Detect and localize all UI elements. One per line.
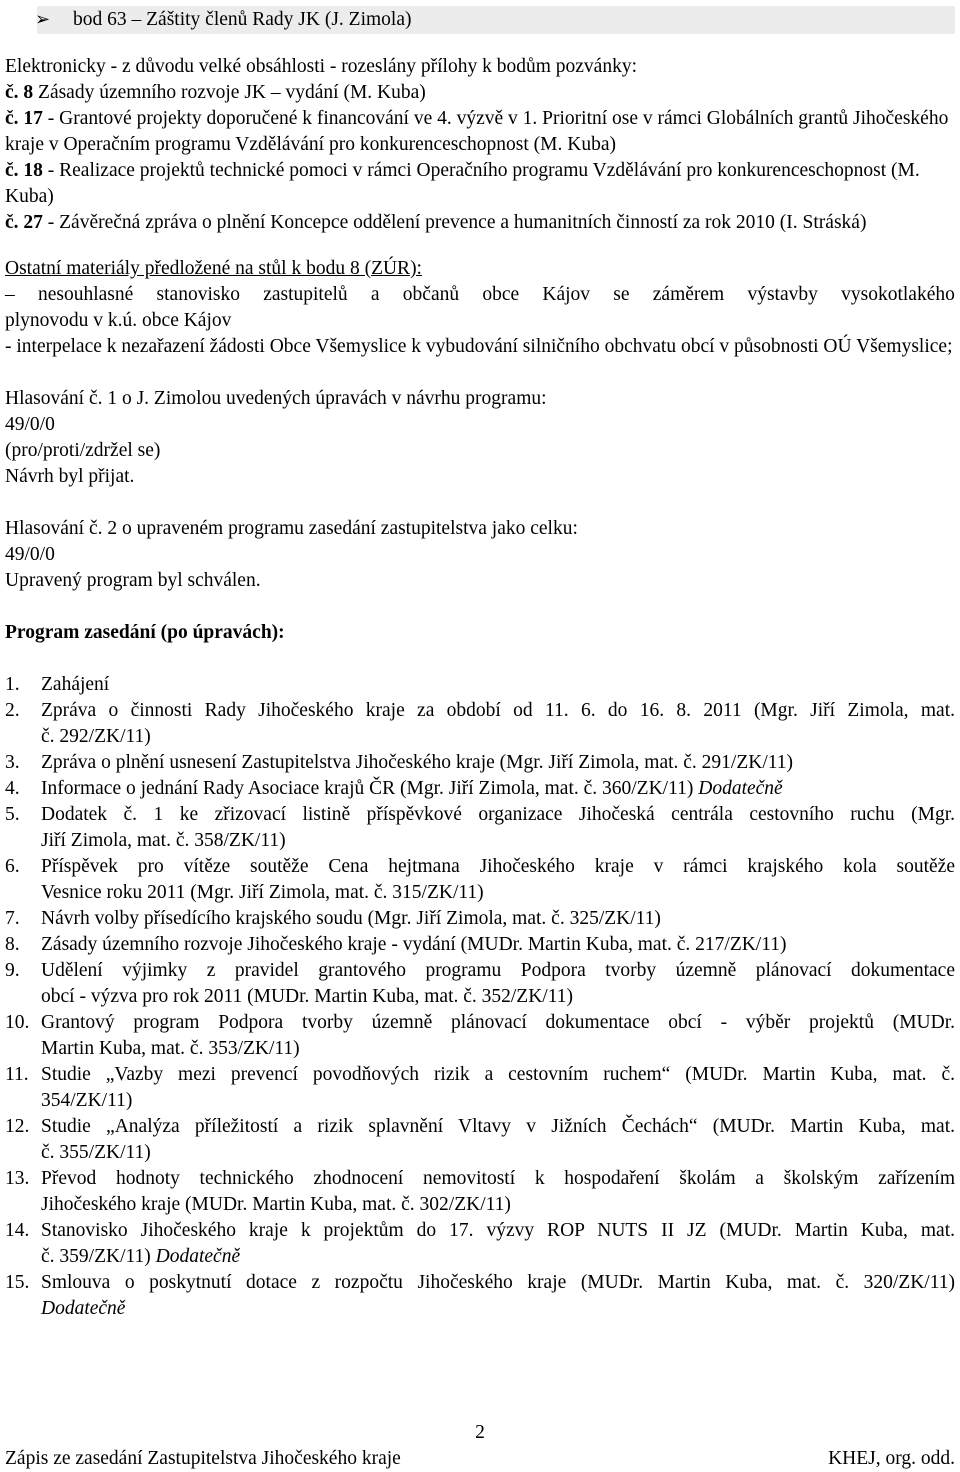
program-item-number: 8. [5, 934, 20, 955]
word: Kájov [542, 284, 591, 305]
program-item-line [41, 776, 955, 802]
program-item-text: Martin Kuba, mat. č. 353/ZK/11) [41, 1038, 300, 1059]
program-item-number: 15. [5, 1272, 30, 1293]
program-item-line [41, 1192, 955, 1218]
program-item-line [41, 1010, 955, 1036]
program-item-text: Zahájení [41, 674, 110, 695]
program-item [5, 750, 955, 776]
document-page [5, 6, 955, 1322]
word: občanů [402, 284, 460, 305]
program-item [5, 802, 955, 854]
program-item-text: Smlouva o poskytnutí dotace z rozpočtu Jihočeského kraje (MUDr. Martin Kuba, mat. č. 320/ZK/11) [41, 1272, 955, 1293]
program-item-text: Grantový program Podpora tvorby územně plánovací dokumentace obcí - výběr projektů (MUDr. [41, 1012, 955, 1033]
vote2-title: Hlasování č. 2 o upraveném programu zasedání zastupitelstva jako celku: [5, 518, 578, 539]
program-item [5, 1062, 955, 1114]
agenda-item-heading [37, 6, 955, 34]
electronic-item: č. 8 Zásady územního rozvoje JK – vydání (M. Kuba) [5, 82, 426, 103]
program-item-number: 1. [5, 674, 20, 695]
program-item [5, 932, 955, 958]
vote1-result: 49/0/0 [5, 414, 55, 435]
program-item-text: Udělení výjimky z pravidel grantového programu Podpora tvorby územně plánovací dokumentace [41, 960, 955, 981]
vote1-outcome: Návrh byl přijat. [5, 466, 135, 487]
program-item-line [41, 906, 955, 932]
program-item [5, 1010, 955, 1062]
program-item-note: Dodatečně [155, 1246, 241, 1267]
program-item-text: Jihočeského kraje (MUDr. Martin Kuba, mat. č. 302/ZK/11) [41, 1194, 511, 1215]
program-item-line [41, 854, 955, 880]
program-item-text: Příspěvek pro vítěze soutěže Cena hejtmana Jihočeského kraje v rámci krajského kola soutěže [41, 856, 955, 877]
arrow-bullet-icon: ➢ [35, 9, 51, 30]
electronic-item: č. 27 - Závěrečná zpráva o plnění Koncepce oddělení prevence a humanitních činností za rok 2010 (I. Stráská) [5, 212, 867, 233]
word: nesouhlasné [37, 284, 134, 305]
program-item-number: 3. [5, 752, 20, 773]
program-item-line [41, 724, 955, 750]
other-materials-heading: Ostatní materiály předložené na stůl k bodu 8 (ZÚR): [5, 258, 422, 279]
program-item [5, 1218, 955, 1270]
program-heading: Program zasedání (po úpravách): [5, 622, 285, 643]
program-item-number: 6. [5, 856, 20, 877]
electronic-heading: Elektronicky - z důvodu velké obsáhlosti - rozeslány přílohy k bodům pozvánky: [5, 56, 637, 77]
word: vysokotlakého [841, 284, 955, 305]
program-item-number: 4. [5, 778, 20, 799]
program-item-line [41, 932, 955, 958]
program-item-number: 9. [5, 960, 20, 981]
program-item-text: Studie „Analýza příležitostí a rizik splavnění Vltavy v Jižních Čechách“ (MUDr. Martin Kuba, mat. [41, 1116, 955, 1137]
program-item-number: 5. [5, 804, 20, 825]
program-item [5, 854, 955, 906]
program-item-text: Zpráva o plnění usnesení Zastupitelstva Jihočeského kraje (Mgr. Jiří Zimola, mat. č. 291/ZK/11) [41, 752, 794, 773]
program-item-number: 7. [5, 908, 20, 929]
other-material-item-cont: plynovodu v k.ú. obce Kájov [5, 310, 232, 331]
program-item-text: č. 359/ZK/11) [41, 1246, 156, 1267]
program-item-text: Zpráva o činnosti Rady Jihočeského kraje za období od 11. 6. do 16. 8. 2011 (Mgr. Jiří Zimola, mat. [41, 700, 955, 721]
program-item [5, 672, 955, 698]
program-item-text: Návrh volby přísedícího krajského soudu (Mgr. Jiří Zimola, mat. č. 325/ZK/11) [41, 908, 661, 929]
program-item [5, 698, 955, 750]
program-item-number: 13. [5, 1168, 30, 1189]
program-item-text: Zásady územního rozvoje Jihočeského kraje - vydání (MUDr. Martin Kuba, mat. č. 217/ZK/11) [41, 934, 787, 955]
program-item-line [41, 802, 955, 828]
word: se [613, 284, 630, 305]
program-item-text: 354/ZK/11) [41, 1090, 133, 1111]
program-item [5, 1166, 955, 1218]
electronic-list [5, 80, 955, 236]
program-item-text: Stanovisko Jihočeského kraje k projektům do 17. výzvy ROP NUTS II JZ (MUDr. Martin Kuba, mat. [41, 1220, 955, 1241]
word: stanovisko [156, 284, 240, 305]
program-item-line [41, 1088, 955, 1114]
program-item-number: 12. [5, 1116, 30, 1137]
program-item-line [41, 1218, 955, 1244]
vote1-legend: (pro/proti/zdržel se) [5, 440, 161, 461]
word: výstavby [747, 284, 818, 305]
program-item-line [41, 1114, 955, 1140]
program-item [5, 1114, 955, 1166]
word: záměrem [652, 284, 725, 305]
program-item-note: Dodatečně [41, 1298, 126, 1319]
other-material-item [5, 282, 955, 308]
program-item-text: obcí - výzva pro rok 2011 (MUDr. Martin Kuba, mat. č. 352/ZK/11) [41, 986, 573, 1007]
other-material-item: - interpelace k nezařazení žádosti Obce Všemyslice k vybudování silničního obchvatu obcí v působnosti OÚ Všemyslice; [5, 336, 953, 357]
program-item-text: Informace o jednání Rady Asociace krajů ČR (Mgr. Jiří Zimola, mat. č. 360/ZK/11) [41, 778, 699, 799]
program-item-line [41, 1062, 955, 1088]
program-list [5, 672, 955, 1322]
program-item-number: 10. [5, 1012, 30, 1033]
program-item [5, 776, 955, 802]
program-item-line [41, 698, 955, 724]
program-item-number: 14. [5, 1220, 30, 1241]
program-item-text: Dodatek č. 1 ke zřizovací listině příspěvkové organizace Jihočeská centrála cestovního ruchu (Mgr. [41, 804, 955, 825]
word: zastupitelů [263, 284, 348, 305]
program-item-number: 2. [5, 700, 20, 721]
program-item-line [41, 1166, 955, 1192]
program-item-line [41, 1140, 955, 1166]
vote2-outcome: Upravený program byl schválen. [5, 570, 261, 591]
program-item-line [41, 672, 955, 698]
program-item-text: Jiří Zimola, mat. č. 358/ZK/11) [41, 830, 286, 851]
program-item-text: č. 355/ZK/11) [41, 1142, 151, 1163]
program-item-note: Dodatečně [698, 778, 783, 799]
agenda-item-title: bod 63 – Záštity členů Rady JK (J. Zimola) [73, 9, 412, 30]
program-item-line [41, 1296, 955, 1322]
electronic-item: č. 17 - Grantové projekty doporučené k financování ve 4. výzvě v 1. Prioritní ose v rámci Globálních grantů Jihočeského kraje v Operačním programu Vzdělávání pro konkurenceschopnost (M. Kuba) [5, 108, 949, 155]
program-item-line [41, 750, 955, 776]
electronic-item: č. 18 - Realizace projektů technické pomoci v rámci Operačního programu Vzdělávání pro konkurenceschopnost (M. Kuba) [5, 160, 920, 207]
program-item-line [41, 958, 955, 984]
program-item-line [41, 1270, 955, 1296]
program-item-line [41, 828, 955, 854]
page-footer [5, 1420, 955, 1472]
program-item-line [41, 880, 955, 906]
program-item-text: Převod hodnoty technického zhodnocení nemovitostí k hospodaření školám a školským zařízením [41, 1168, 955, 1189]
vote2-result: 49/0/0 [5, 544, 55, 565]
program-item-text: Vesnice roku 2011 (Mgr. Jiří Zimola, mat. č. 315/ZK/11) [41, 882, 484, 903]
vote1-title: Hlasování č. 1 o J. Zimolou uvedených úpravách v návrhu programu: [5, 388, 547, 409]
program-item [5, 1270, 955, 1322]
word: obce [482, 284, 520, 305]
footer-left: Zápis ze zasedání Zastupitelstva Jihočeského kraje [5, 1448, 401, 1469]
page-number: 2 [475, 1422, 485, 1443]
footer-right: KHEJ, org. odd. [828, 1448, 955, 1469]
word: a [370, 284, 380, 305]
program-item [5, 958, 955, 1010]
program-item-line [41, 984, 955, 1010]
program-item-text: Studie „Vazby mezi prevencí povodňových rizik a cestovním ruchem“ (MUDr. Martin Kuba, mat. č. [41, 1064, 955, 1085]
program-item-number: 11. [5, 1064, 29, 1085]
program-item-text: č. 292/ZK/11) [41, 726, 151, 747]
program-item [5, 906, 955, 932]
program-item-line [41, 1036, 955, 1062]
program-item-line [41, 1244, 955, 1270]
word: – [5, 284, 15, 305]
